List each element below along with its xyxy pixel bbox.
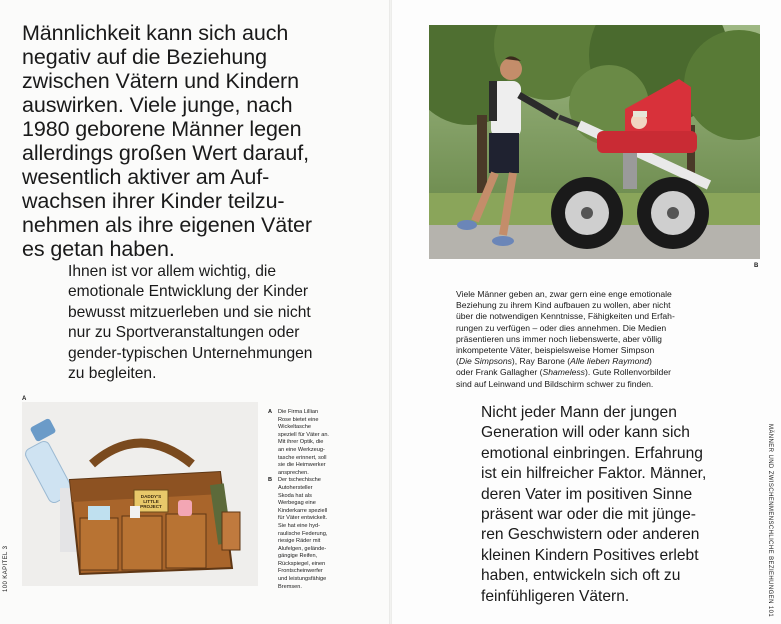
photo-caption-title-raymond: Alle lieben Raymond xyxy=(570,356,649,367)
book-gutter xyxy=(389,0,392,624)
caption-a-text: Die Firma Lillian Rose bietet eine Wickeltasche speziell für Väter an. Mit ihrer Optik, die an eine Werkzeug- tasche erinnert, soll sie die Heimwerker ansprechen. xyxy=(278,409,329,476)
folio-right: MÄNNER UND ZWISCHENMENSCHLICHE BEZIEHUNGEN 101 xyxy=(767,424,773,618)
folio-left: 100 KAPITEL 3 xyxy=(3,545,9,592)
diaper xyxy=(88,506,110,520)
lead-paragraph: Männlichkeit kann sich auch negativ auf die Beziehung zwischen Vätern und Kindern auswirken. Viele junge, nach 1980 geborene Männer legen allerdings großen Wert darauf, wesentlich aktiver am Auf- wachsen ihrer Kinder teilzu- nehmen als ihre eigenen Väter es getan haben. xyxy=(22,21,312,261)
caption-b-text: Der tschechische Autohersteller Skoda hat als Werbegag eine Kinderkarre speziell für Väter entwickelt. Sie hat eine hyd- raulische Federung, riesige Räder mit Alufelgen, gelände- gängige Reifen, Rückspiegel, einen Frontscheinwerfer und leistungsfähige Bremsen. xyxy=(278,477,328,590)
caption-a xyxy=(268,409,338,477)
diaper-tool-bag-photo xyxy=(22,402,258,586)
stroller-photo xyxy=(429,25,760,259)
closing-paragraph: Nicht jeder Mann der jungen Generation will oder kann sich emotional einbringen. Erfahrung ist ein hilfreicher Faktor. Männer, deren Vater im positiven Sinne präsent war oder die mit jünge- ren Geschwistern oder anderen kleinen Kindern Positives erlebt haben, entwickeln sich oft zu feinfühligeren Vätern. xyxy=(481,404,707,605)
figure-a-letter: A xyxy=(22,396,27,402)
tool-bag-illustration xyxy=(22,402,258,586)
caption-a-key: A xyxy=(268,409,273,415)
figure-b-letter: B xyxy=(754,263,759,269)
photo-caption-title-shameless: Shameless xyxy=(542,367,585,378)
caption-b-key: B xyxy=(268,477,273,484)
photo-caption xyxy=(456,289,761,390)
photo-caption-text-1: Viele Männer geben an, zwar gern eine enge emotionale Beziehung zu ihrem Kind aufbauen zu wollen, aber nicht über die notwendigen Kenntnisse, Fähigkeiten und Erfah- rungen zu verfügen – oder dies annehmen. Die Medien präsentieren uns immer noch liebenswerte, aber völlig inkompetente Väter, beispielsweise Homer Simpson ( xyxy=(456,289,675,367)
pink-bottle xyxy=(178,500,192,516)
intro-paragraph: Ihnen ist vor allem wichtig, die emotionale Entwicklung der Kinder bewusst mitzuerleben und sie nicht nur zu Sportveranstaltungen oder gender-typischen Unternehmungen zu begleiten. xyxy=(68,263,313,383)
figure-captions xyxy=(268,409,338,591)
photo-caption-title-simpsons: Die Simpsons xyxy=(458,356,512,367)
photo-caption-text-3: ) oder Frank Gallagher ( xyxy=(456,356,652,378)
photo-caption-text-2: ), Ray Barone ( xyxy=(511,356,571,367)
caption-b xyxy=(268,477,338,591)
bag-label-text: DADDY'S LITTLE PROJECT xyxy=(140,494,162,509)
photo-caption-text-4: ). Gute Rollenvorbilder sind auf Leinwand und Bildschirm schwer zu finden. xyxy=(456,367,671,389)
stroller-photo-illustration xyxy=(429,25,760,259)
